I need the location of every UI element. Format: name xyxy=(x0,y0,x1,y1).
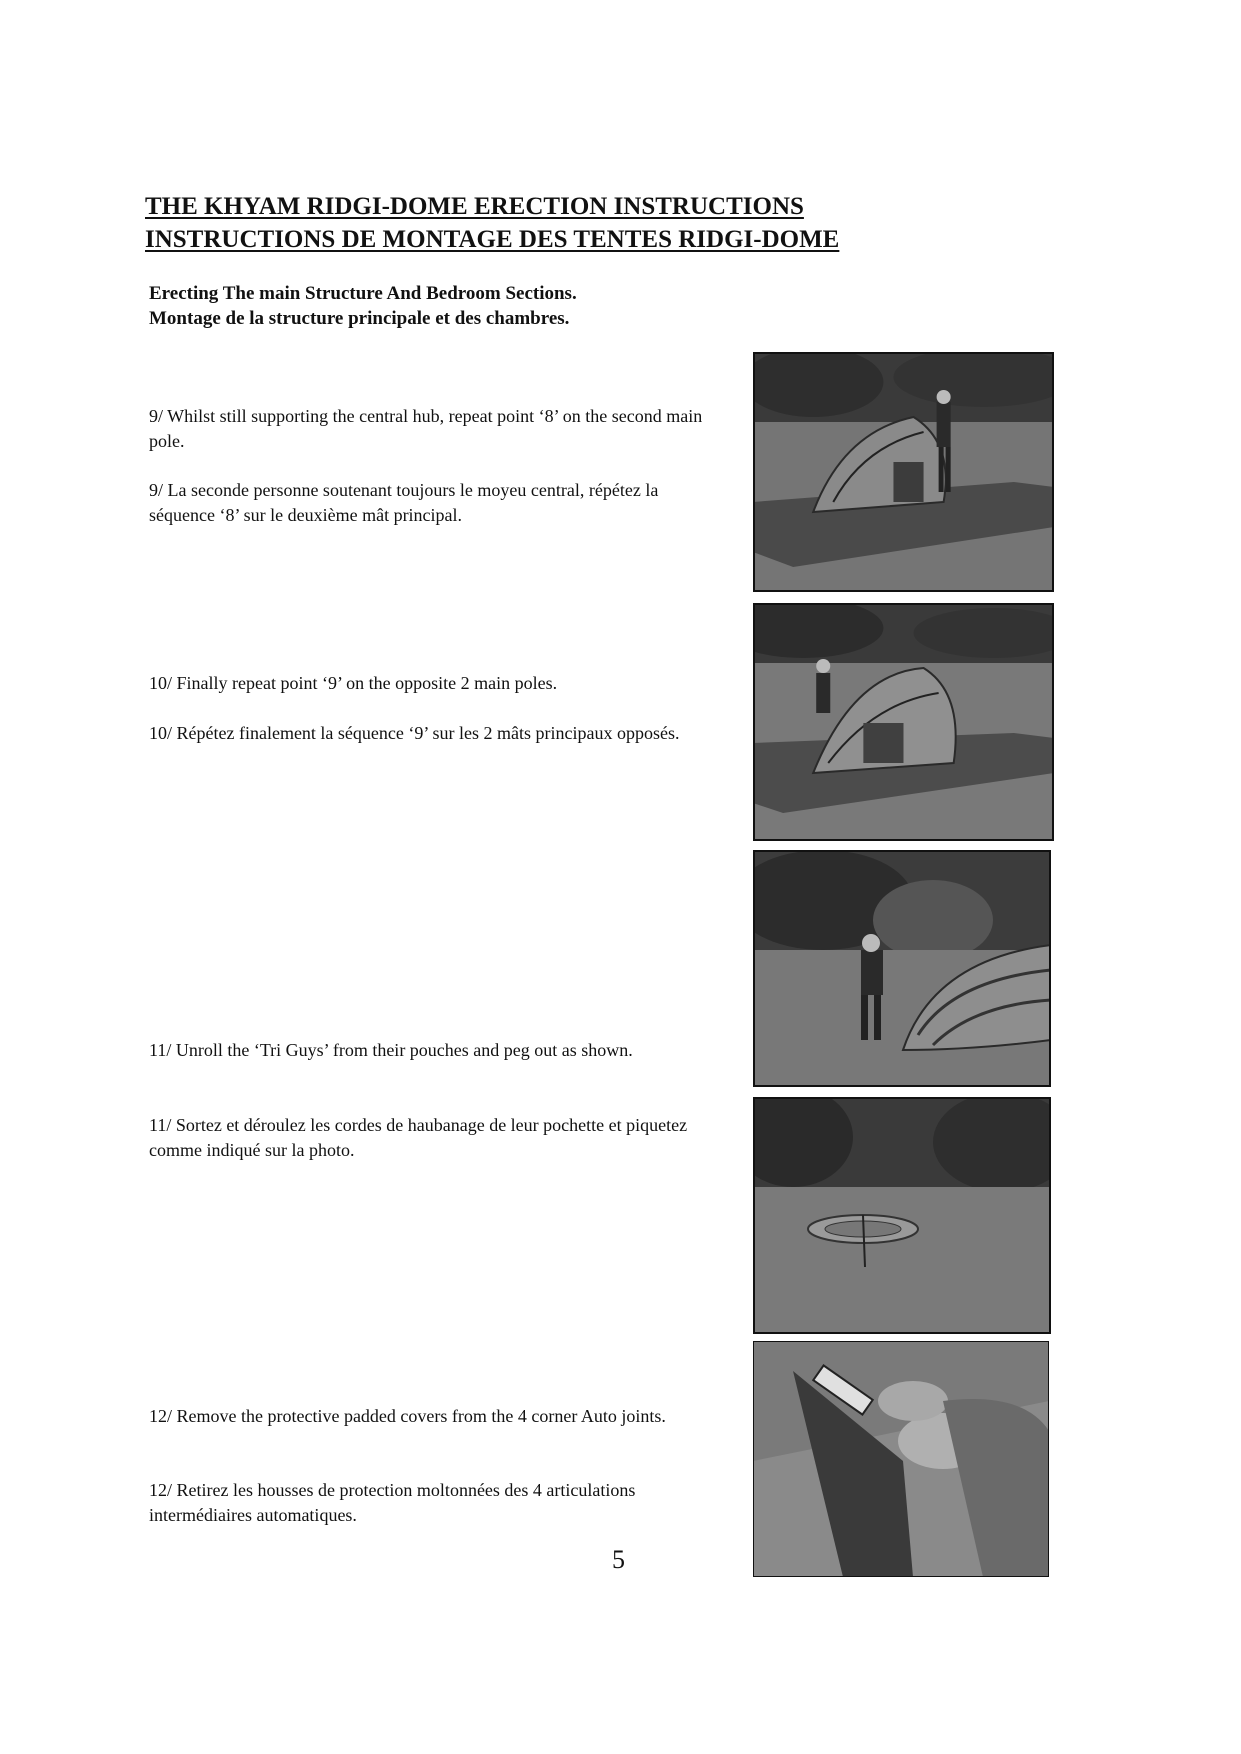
step-12-en: 12/ Remove the protective padded covers from the 4 corner Auto joints. xyxy=(149,1406,666,1426)
step-11-en: 11/ Unroll the ‘Tri Guys’ from their pouches and peg out as shown. xyxy=(149,1040,633,1060)
document-title-en: THE KHYAM RIDGI-DOME ERECTION INSTRUCTIONS xyxy=(145,193,804,220)
photo-step-11a xyxy=(753,850,1051,1087)
step-10-en: 10/ Finally repeat point ‘9’ on the opposite 2 main poles. xyxy=(149,673,558,693)
page-number: 5 xyxy=(612,1545,625,1574)
photo-step-11b xyxy=(753,1097,1051,1334)
document-title-fr: INSTRUCTIONS DE MONTAGE DES TENTES RIDGI-DOME xyxy=(145,226,840,253)
step-11-fr: 11/ Sortez et déroulez les cordes de haubanage de leur pochette et piquetez comme indiqué sur la photo. xyxy=(149,1115,688,1160)
photo-step-9 xyxy=(753,352,1054,592)
section-heading-fr: Montage de la structure principale et des chambres. xyxy=(149,308,570,329)
step-12-fr: 12/ Retirez les housses de protection moltonnées des 4 articulations intermédiaires automatiques. xyxy=(149,1480,636,1525)
step-9-en: 9/ Whilst still supporting the central hub, repeat point ‘8’ on the second main pole. xyxy=(149,406,703,451)
photo-step-10 xyxy=(753,603,1054,841)
section-heading-en: Erecting The main Structure And Bedroom Sections. xyxy=(149,283,577,304)
step-10-fr: 10/ Répétez finalement la séquence ‘9’ sur les 2 mâts principaux opposés. xyxy=(149,723,680,743)
photo-step-12 xyxy=(753,1341,1049,1577)
step-9-fr: 9/ La seconde personne soutenant toujours le moyeu central, répétez la séquence ‘8’ sur le deuxième mât principal. xyxy=(149,480,659,525)
